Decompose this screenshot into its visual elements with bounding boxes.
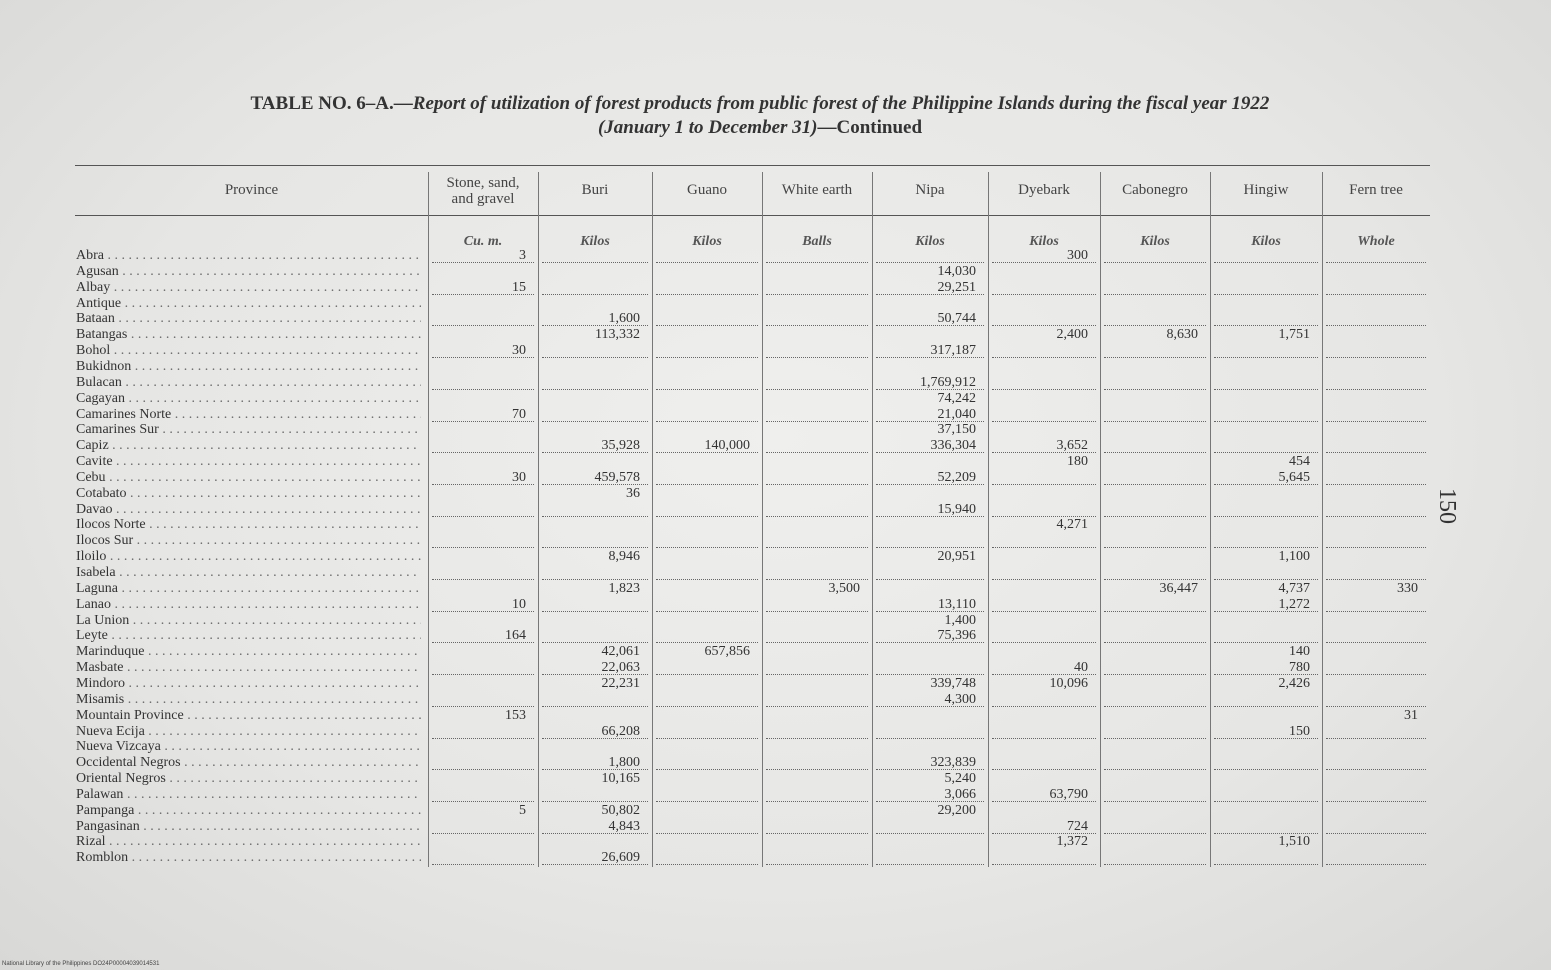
dotted-leader xyxy=(432,833,534,834)
dotted-leader xyxy=(1104,325,1206,326)
dotted-leader xyxy=(1326,674,1426,675)
province-name: Camarines Norte . . . xyxy=(76,407,421,423)
table-cell: 1,400 xyxy=(944,612,976,628)
header-underline xyxy=(75,215,1430,216)
dotted-leader xyxy=(432,864,534,865)
table-cell: 454 xyxy=(1289,454,1310,470)
dotted-leader xyxy=(1104,706,1206,707)
dotted-leader xyxy=(1326,833,1426,834)
dotted-leader xyxy=(656,389,758,390)
dotted-leader xyxy=(432,547,534,548)
table-cell: 13,110 xyxy=(938,596,976,612)
table-cell: 1,751 xyxy=(1278,327,1310,343)
table-cell: 1,100 xyxy=(1278,549,1310,565)
dotted-leader xyxy=(542,801,648,802)
table-cell: 42,061 xyxy=(601,644,640,660)
dotted-leader xyxy=(656,642,758,643)
table-cell: 657,856 xyxy=(704,644,750,660)
dotted-leader xyxy=(656,262,758,263)
dotted-leader xyxy=(1104,801,1206,802)
province-name: Mindoro . . . xyxy=(76,676,421,692)
column-unit: Whole xyxy=(1357,234,1395,249)
dotted-leader xyxy=(542,421,648,422)
table-cell: 330 xyxy=(1397,580,1418,596)
province-name: Pampanga . . . xyxy=(76,803,421,819)
province-name: Iloilo . . . xyxy=(76,549,421,565)
dotted-leader xyxy=(1104,611,1206,612)
table-cell: 317,187 xyxy=(930,343,976,359)
dotted-leader xyxy=(1214,706,1318,707)
table-cell: 3,066 xyxy=(944,786,976,802)
dotted-leader xyxy=(766,833,868,834)
dotted-leader xyxy=(1214,801,1318,802)
table-cell: 1,823 xyxy=(608,580,640,596)
province-name: Capiz . . . xyxy=(76,438,421,454)
dotted-leader xyxy=(542,547,648,548)
table-cell: 4,271 xyxy=(1056,517,1088,533)
dotted-leader xyxy=(542,357,648,358)
table-cell: 36 xyxy=(626,485,640,501)
table-cell: 1,372 xyxy=(1056,834,1088,850)
column-unit: Kilos xyxy=(915,234,945,249)
table-tag: TABLE NO. 6–A.— xyxy=(250,93,413,114)
dotted-leader xyxy=(432,516,534,517)
table-cell: 10 xyxy=(512,596,526,612)
table-cell: 4,737 xyxy=(1278,580,1310,596)
dotted-leader xyxy=(1214,389,1318,390)
province-name: Occidental Negros . . . xyxy=(76,755,421,771)
dotted-leader xyxy=(1104,294,1206,295)
dotted-leader xyxy=(1326,769,1426,770)
table-cell: 21,040 xyxy=(937,406,976,422)
dotted-leader xyxy=(876,833,984,834)
province-name: Misamis . . . xyxy=(76,692,421,708)
dotted-leader xyxy=(542,516,648,517)
dotted-leader xyxy=(1326,262,1426,263)
dotted-leader xyxy=(1326,325,1426,326)
dotted-leader xyxy=(1214,769,1318,770)
dotted-leader xyxy=(992,389,1096,390)
dotted-leader xyxy=(876,262,984,263)
province-name: Batangas . . . xyxy=(76,327,421,343)
province-name: Palawan . . . xyxy=(76,787,421,803)
column-header: Stone, sand, and gravel xyxy=(446,175,520,207)
province-name: Cebu . . . xyxy=(76,470,421,486)
table-cell: 50,802 xyxy=(601,802,640,818)
dotted-leader xyxy=(1326,706,1426,707)
table-cell: 22,231 xyxy=(601,675,640,691)
table-cell: 74,242 xyxy=(937,390,976,406)
dotted-leader xyxy=(766,738,868,739)
dotted-leader xyxy=(1214,864,1318,865)
table-cell: 1,769,912 xyxy=(920,374,976,390)
dotted-leader xyxy=(766,294,868,295)
table-cell: 339,748 xyxy=(930,675,976,691)
dotted-leader xyxy=(656,769,758,770)
dotted-leader xyxy=(766,325,868,326)
dotted-leader xyxy=(1104,389,1206,390)
column-unit: Kilos xyxy=(1251,234,1281,249)
column-divider xyxy=(762,172,763,867)
column-header: Province xyxy=(224,182,279,198)
dotted-leader xyxy=(876,738,984,739)
column-header: Buri xyxy=(581,182,609,198)
dotted-leader xyxy=(432,706,534,707)
province-name: Ilocos Sur . . . xyxy=(76,533,421,549)
dotted-leader xyxy=(992,738,1096,739)
dotted-leader xyxy=(992,769,1096,770)
dotted-leader xyxy=(1104,262,1206,263)
column-header: White earth xyxy=(781,182,853,198)
dotted-leader xyxy=(766,484,868,485)
dotted-leader xyxy=(766,389,868,390)
dotted-leader xyxy=(432,769,534,770)
table-cell: 31 xyxy=(1404,707,1418,723)
table-cell: 22,063 xyxy=(601,660,640,676)
province-name: Camarines Sur . . . xyxy=(76,422,421,438)
dotted-leader xyxy=(992,421,1096,422)
column-unit: Balls xyxy=(802,234,832,249)
table-cell: 1,510 xyxy=(1278,834,1310,850)
province-name: Isabela . . . xyxy=(76,565,421,581)
dotted-leader xyxy=(992,642,1096,643)
column-divider xyxy=(1322,172,1323,867)
column-header: Nipa xyxy=(915,182,945,198)
table-cell: 8,946 xyxy=(608,549,640,565)
dotted-leader xyxy=(1214,421,1318,422)
dotted-leader xyxy=(542,611,648,612)
table-cell: 8,630 xyxy=(1166,327,1198,343)
dotted-leader xyxy=(1214,452,1318,453)
dotted-leader xyxy=(656,833,758,834)
table-top-rule xyxy=(75,165,1430,166)
dotted-leader xyxy=(656,484,758,485)
table-cell: 30 xyxy=(512,469,526,485)
dotted-leader xyxy=(992,547,1096,548)
table-cell: 780 xyxy=(1289,660,1310,676)
dotted-leader xyxy=(1326,611,1426,612)
table-cell: 113,332 xyxy=(595,327,640,343)
dotted-leader xyxy=(1104,421,1206,422)
dotted-leader xyxy=(876,864,984,865)
dotted-leader xyxy=(1104,769,1206,770)
dotted-leader xyxy=(1326,294,1426,295)
dotted-leader xyxy=(766,452,868,453)
dotted-leader xyxy=(1104,674,1206,675)
dotted-leader xyxy=(766,769,868,770)
table-cell: 70 xyxy=(512,406,526,422)
dotted-leader xyxy=(876,674,984,675)
province-name: Bohol . . . xyxy=(76,343,421,359)
table-cell: 2,426 xyxy=(1278,675,1310,691)
table-cell: 26,609 xyxy=(601,850,640,866)
dotted-leader xyxy=(1326,801,1426,802)
column-header: Fern tree xyxy=(1349,182,1403,198)
dotted-leader xyxy=(1104,738,1206,739)
dotted-leader xyxy=(1326,579,1426,580)
dotted-leader xyxy=(542,262,648,263)
table-continued: —Continued xyxy=(817,117,923,138)
dotted-leader xyxy=(766,516,868,517)
dotted-leader xyxy=(542,389,648,390)
table-cell: 180 xyxy=(1067,454,1088,470)
table-cell: 300 xyxy=(1067,248,1088,263)
table-cell: 75,396 xyxy=(937,628,976,644)
table-cell: 52,209 xyxy=(937,469,976,485)
table-date-range: (January 1 to December 31) xyxy=(597,117,818,138)
table-cell: 50,744 xyxy=(937,311,976,327)
column-header: Hingiw xyxy=(1243,182,1289,198)
column-unit: Cu. m. xyxy=(463,234,503,249)
dotted-leader xyxy=(656,357,758,358)
dotted-leader xyxy=(1104,833,1206,834)
province-name: Ilocos Norte . . . xyxy=(76,517,421,533)
column-divider xyxy=(1210,172,1211,867)
dotted-leader xyxy=(1326,516,1426,517)
column-divider xyxy=(1100,172,1101,867)
dotted-leader xyxy=(432,674,534,675)
dotted-leader xyxy=(1326,484,1426,485)
dotted-leader xyxy=(992,516,1096,517)
table-cell: 140 xyxy=(1289,644,1310,660)
table-cell: 336,304 xyxy=(930,438,976,454)
province-name: Marinduque . . . xyxy=(76,644,421,660)
table-cell: 10,096 xyxy=(1049,675,1088,691)
dotted-leader xyxy=(992,357,1096,358)
dotted-leader xyxy=(1104,579,1206,580)
table-title xyxy=(80,92,1440,140)
dotted-leader xyxy=(1326,421,1426,422)
dotted-leader xyxy=(766,357,868,358)
table-cell: 20,951 xyxy=(937,549,976,565)
dotted-leader xyxy=(766,674,868,675)
table-cell: 14,030 xyxy=(937,263,976,279)
table-cell: 1,272 xyxy=(1278,596,1310,612)
table-cell: 5,240 xyxy=(944,771,976,787)
dotted-leader xyxy=(1104,642,1206,643)
column-unit: Kilos xyxy=(580,234,610,249)
table-cell: 323,839 xyxy=(930,755,976,771)
table-cell: 15 xyxy=(512,279,526,295)
dotted-leader xyxy=(542,579,648,580)
dotted-leader xyxy=(542,706,648,707)
column-unit: Kilos xyxy=(1140,234,1170,249)
dotted-leader xyxy=(1326,738,1426,739)
column-unit: Kilos xyxy=(1029,234,1059,249)
table-cell: 1,600 xyxy=(608,311,640,327)
dotted-leader xyxy=(432,738,534,739)
table-cell: 164 xyxy=(505,628,526,644)
dotted-leader xyxy=(992,611,1096,612)
dotted-leader xyxy=(766,579,868,580)
dotted-leader xyxy=(1326,357,1426,358)
province-name: Bulacan . . . xyxy=(76,375,421,391)
province-name: Lanao . . . xyxy=(76,597,421,613)
dotted-leader xyxy=(1104,864,1206,865)
dotted-leader xyxy=(656,547,758,548)
dotted-leader xyxy=(1214,262,1318,263)
dotted-leader xyxy=(432,579,534,580)
province-name: Agusan . . . xyxy=(76,264,421,280)
province-name: Leyte . . . xyxy=(76,628,421,644)
table-cell: 37,150 xyxy=(937,422,976,438)
table-cell: 1,800 xyxy=(608,755,640,771)
table-cell: 15,940 xyxy=(937,501,976,517)
dotted-leader xyxy=(1104,547,1206,548)
dotted-leader xyxy=(1104,484,1206,485)
table-cell: 36,447 xyxy=(1159,580,1198,596)
table-cell: 3,652 xyxy=(1056,438,1088,454)
scan-footer: National Library of the Philippines DO24P00004039014531 xyxy=(2,961,160,967)
dotted-leader xyxy=(876,579,984,580)
dotted-leader xyxy=(766,611,868,612)
column-header: Guano xyxy=(687,182,727,198)
table-cell: 66,208 xyxy=(601,723,640,739)
table-cell: 4,300 xyxy=(944,691,976,707)
province-name: Antique . . . xyxy=(76,296,421,312)
dotted-leader xyxy=(992,864,1096,865)
table-cell: 153 xyxy=(505,707,526,723)
dotted-leader xyxy=(542,642,648,643)
table-cell: 4,843 xyxy=(608,818,640,834)
table-cell: 29,200 xyxy=(937,802,976,818)
table-cell: 3 xyxy=(519,248,526,263)
province-name: Pangasinan . . . xyxy=(76,819,421,835)
table-cell: 29,251 xyxy=(937,279,976,295)
dotted-leader xyxy=(992,325,1096,326)
dotted-leader xyxy=(1326,452,1426,453)
dotted-leader xyxy=(766,864,868,865)
dotted-leader xyxy=(1214,833,1318,834)
dotted-leader xyxy=(656,611,758,612)
table-cell: 3,500 xyxy=(828,580,860,596)
province-name: La Union . . . xyxy=(76,613,421,629)
table-cell: 5 xyxy=(519,802,526,818)
dotted-leader xyxy=(766,801,868,802)
dotted-leader xyxy=(432,801,534,802)
page-number: 150 xyxy=(1434,488,1460,524)
dotted-leader xyxy=(656,864,758,865)
table-title-text: Report of utilization of forest products from public forest of the Philippine Islands during the fiscal year 1922 xyxy=(412,93,1270,114)
dotted-leader xyxy=(656,579,758,580)
dotted-leader xyxy=(992,484,1096,485)
dotted-leader xyxy=(1326,547,1426,548)
province-name: Oriental Negros . . . xyxy=(76,771,421,787)
province-name: Romblon . . . xyxy=(76,850,421,866)
table-cell: 459,578 xyxy=(594,469,640,485)
table-cell: 140,000 xyxy=(704,438,750,454)
table-cell: 63,790 xyxy=(1049,786,1088,802)
dotted-leader xyxy=(1214,516,1318,517)
dotted-leader xyxy=(992,579,1096,580)
dotted-leader xyxy=(656,801,758,802)
dotted-leader xyxy=(1104,516,1206,517)
dotted-leader xyxy=(766,706,868,707)
dotted-leader xyxy=(1326,389,1426,390)
table-cell: 724 xyxy=(1067,818,1088,834)
province-name: Albay . . . xyxy=(76,280,421,296)
dotted-leader xyxy=(656,421,758,422)
province-name: Rizal . . . xyxy=(76,834,421,850)
column-header: Cabonegro xyxy=(1122,182,1188,198)
province-name: Cavite . . . xyxy=(76,454,421,470)
province-name: Bukidnon . . . xyxy=(76,359,421,375)
table-cell: 30 xyxy=(512,343,526,359)
dotted-leader xyxy=(1214,642,1318,643)
province-name: Masbate . . . xyxy=(76,660,421,676)
column-divider xyxy=(428,172,429,867)
dotted-leader xyxy=(656,706,758,707)
province-name: Nueva Vizcaya . . . xyxy=(76,739,421,755)
dotted-leader xyxy=(766,642,868,643)
table-cell: 40 xyxy=(1074,660,1088,676)
province-name: Davao . . . xyxy=(76,502,421,518)
dotted-leader xyxy=(766,547,868,548)
dotted-leader xyxy=(656,516,758,517)
table-cell: 5,645 xyxy=(1278,469,1310,485)
table-cell: 150 xyxy=(1289,723,1310,739)
dotted-leader xyxy=(656,738,758,739)
dotted-leader xyxy=(992,706,1096,707)
dotted-leader xyxy=(766,262,868,263)
column-divider xyxy=(652,172,653,867)
dotted-leader xyxy=(656,294,758,295)
table-cell: 10,165 xyxy=(601,771,640,787)
dotted-leader xyxy=(1214,357,1318,358)
province-name: Laguna . . . xyxy=(76,581,421,597)
province-name: Bataan . . . xyxy=(76,311,421,327)
dotted-leader xyxy=(1214,579,1318,580)
column-header: Dyebark xyxy=(1018,182,1070,198)
dotted-leader xyxy=(1104,357,1206,358)
dotted-leader xyxy=(992,294,1096,295)
dotted-leader xyxy=(542,294,648,295)
dotted-leader xyxy=(876,547,984,548)
dotted-leader xyxy=(656,325,758,326)
dotted-leader xyxy=(1214,325,1318,326)
dotted-leader xyxy=(1326,864,1426,865)
table-cell: 2,400 xyxy=(1056,327,1088,343)
dotted-leader xyxy=(1326,642,1426,643)
province-name: Mountain Province . . . xyxy=(76,708,421,724)
dotted-leader xyxy=(432,389,534,390)
dotted-leader xyxy=(766,421,868,422)
column-unit: Kilos xyxy=(692,234,722,249)
dotted-leader xyxy=(1214,547,1318,548)
province-name: Cotabato . . . xyxy=(76,486,421,502)
province-name: Abra . . . xyxy=(76,248,421,264)
province-name: Cagayan . . . xyxy=(76,391,421,407)
dotted-leader xyxy=(656,674,758,675)
province-name: Nueva Ecija . . . xyxy=(76,724,421,740)
dotted-leader xyxy=(1104,452,1206,453)
table-cell: 35,928 xyxy=(601,438,640,454)
dotted-leader xyxy=(432,452,534,453)
dotted-leader xyxy=(1214,294,1318,295)
dotted-leader xyxy=(432,325,534,326)
